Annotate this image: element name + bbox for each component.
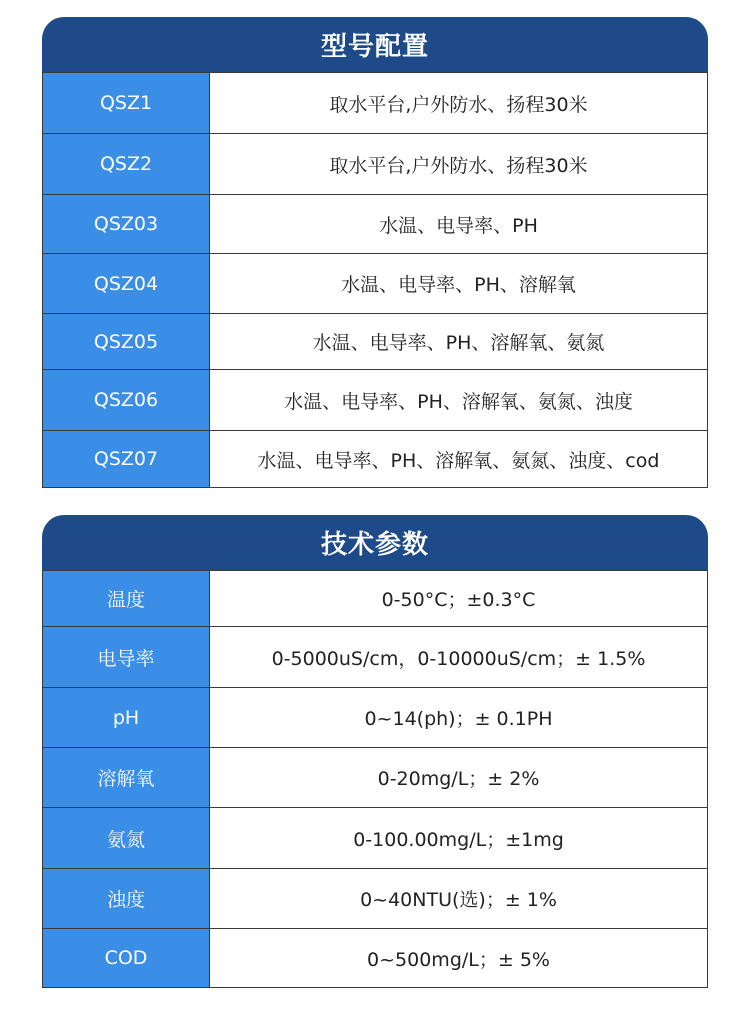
model-features: 水温、电导率、PH xyxy=(210,195,707,253)
table-row xyxy=(43,747,707,807)
spec-parameter: pH xyxy=(43,688,210,747)
spec-value: 0~500mg/L；± 5% xyxy=(210,929,707,987)
model-code: QSZ1 xyxy=(43,73,210,133)
table-row xyxy=(43,807,707,868)
table-row xyxy=(43,253,707,313)
spec-value: 0~14(ph)；± 0.1PH xyxy=(210,688,707,747)
table-row xyxy=(43,72,707,133)
spec-parameter: 温度 xyxy=(43,571,210,626)
model-config-panel xyxy=(42,17,708,488)
spec-value: 0-50°C；±0.3°C xyxy=(210,571,707,626)
spec-value: 0-5000uS/cm，0-10000uS/cm；± 1.5% xyxy=(210,627,707,687)
model-code: QSZ04 xyxy=(43,254,210,313)
tech-spec-table xyxy=(42,570,708,988)
table-row xyxy=(43,626,707,687)
model-features: 取水平台,户外防水、扬程30米 xyxy=(210,73,707,133)
model-code: QSZ2 xyxy=(43,134,210,194)
model-config-table xyxy=(42,72,708,488)
table-row xyxy=(43,570,707,626)
table-row xyxy=(43,194,707,253)
tech-spec-title: 技术参数 xyxy=(42,515,708,570)
spec-parameter: 电导率 xyxy=(43,627,210,687)
table-row xyxy=(43,133,707,194)
table-row xyxy=(43,928,707,987)
table-row xyxy=(43,868,707,928)
tech-spec-panel xyxy=(42,515,708,988)
model-features: 水温、电导率、PH、溶解氧、氨氮、浊度、cod xyxy=(210,431,707,487)
table-row xyxy=(43,430,707,487)
model-features: 水温、电导率、PH、溶解氧、氨氮 xyxy=(210,314,707,369)
table-row xyxy=(43,369,707,430)
model-code: QSZ06 xyxy=(43,370,210,430)
spec-parameter: 氨氮 xyxy=(43,808,210,868)
spec-value: 0-100.00mg/L；±1mg xyxy=(210,808,707,868)
model-code: QSZ05 xyxy=(43,314,210,369)
model-config-title: 型号配置 xyxy=(42,17,708,72)
spec-value: 0-20mg/L；± 2% xyxy=(210,748,707,807)
spec-parameter: 浊度 xyxy=(43,869,210,928)
model-code: QSZ03 xyxy=(43,195,210,253)
table-row xyxy=(43,313,707,369)
spec-parameter: 溶解氧 xyxy=(43,748,210,807)
model-code: QSZ07 xyxy=(43,431,210,487)
spec-value: 0~40NTU(选)；± 1% xyxy=(210,869,707,928)
model-features: 取水平台,户外防水、扬程30米 xyxy=(210,134,707,194)
spec-parameter: COD xyxy=(43,929,210,987)
model-features: 水温、电导率、PH、溶解氧 xyxy=(210,254,707,313)
model-features: 水温、电导率、PH、溶解氧、氨氮、浊度 xyxy=(210,370,707,430)
table-row xyxy=(43,687,707,747)
